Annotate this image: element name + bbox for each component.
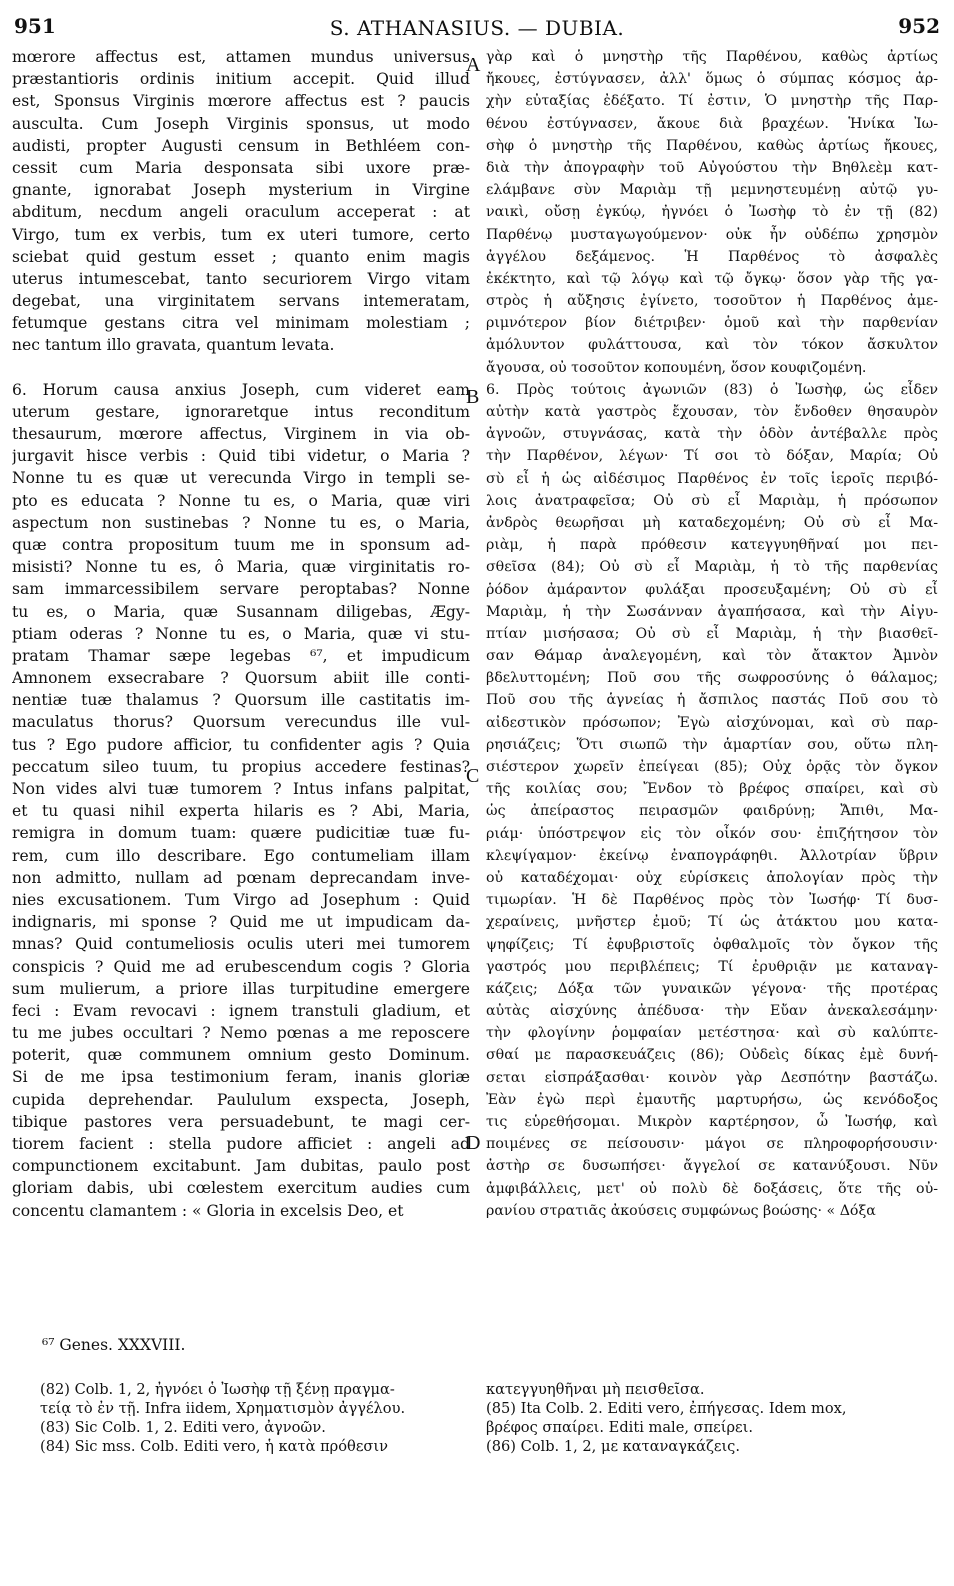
greek-line: ἀνδρὸς θεωρῆσαι μὴ καταδεχομένη; Οὐ σὺ εἶ Μα-	[486, 514, 938, 531]
page-number-left: 951	[14, 14, 56, 38]
latin-line: Si de me ipsa testimonium feram, inanis gloriæ	[12, 1068, 470, 1087]
latin-line: remigra in domum tuam: quære pudicitiæ tuæ fu-	[12, 824, 470, 843]
greek-line: ρανίου στρατιᾶς ἀκούσεις συμφώνως βοώσης· « Δόξα	[486, 1202, 876, 1219]
greek-line: αὐτὰς αἰσχύνης ἀπέδυσα· τὴν Εὔαν ἀνεκαλεσάμην·	[486, 1003, 938, 1020]
greek-line: ελάμβανε σὺν Μαριὰμ τῇ μεμνηστευμένῃ αὐτῷ γυ-	[486, 182, 938, 199]
latin-line: pratam Thamar sæpe legebas ⁶⁷, et impudicum	[12, 646, 470, 665]
latin-line: Virgo, tum ex verbis, tum ex uteri tumore, certo	[12, 225, 470, 244]
greek-line: ἀστὴρ σε δυσωπήσει· ἄγγελοί σε κατανύξουσι. Νῦν	[486, 1158, 938, 1175]
latin-line: mnas? Quid contumeliosis oculis uteri mei tumorem	[12, 935, 470, 954]
greek-line: ἀμφιβάλλεις, μετ' οὐ πολὺ δὲ δοξάσεις, ὅτε τῆς οὐ-	[486, 1180, 938, 1197]
footnote-line: (86) Colb. 1, 2, με καταναγκάζεις.	[486, 1438, 740, 1455]
latin-line: tibique pastores vera persuadebunt, te magi cer-	[12, 1112, 470, 1131]
greek-line: τιμωρίαν. Ἡ δὲ Παρθένος πρὸς τὸν Ἰωσήφ· Τί δυσ-	[486, 892, 938, 909]
greek-line: ποιμένες σε πείσουσιν· μάγοι σε πληροφορήσουσιν·	[486, 1136, 938, 1153]
greek-line: χεραίνεις, μνῆστερ ἐμοῦ; Τί ὡς ἀτάκτου μου κατα-	[486, 914, 938, 931]
latin-line: jurgavit hisce verbis : Quid tibi videtur, o Maria ?	[12, 447, 470, 466]
latin-line	[12, 357, 470, 379]
greek-line: κάζεις; Δόξα τῶν γυναικῶν γέγονα· τῆς προτέρας	[486, 980, 938, 997]
greek-line: σαν Θάμαρ ἀναλεγομένη, καὶ τὸν ἄτακτον Ἀμνὸν	[486, 648, 938, 665]
greek-line: σὴφ ὁ μνηστὴρ τῆς Παρθένου, καθὼς ἀρτίως ἤκουες,	[486, 137, 938, 154]
footnote-line: κατεγγυηθῆναι μὴ πεισθεῖσα.	[486, 1381, 705, 1398]
latin-line: conspicis ? Quid me ad erubescendum cogis ? Gloria	[12, 957, 470, 976]
latin-line: gloriam dabis, ubi cœlestem exercitum audies cum	[12, 1179, 470, 1198]
greek-line: σθαί με παρασκευάζεις (86); Οὐδεὶς δίκας ἐμὲ δυνή-	[486, 1047, 938, 1064]
latin-line: Non vides alvi tuæ tumorem ? Intus infans palpitat,	[12, 780, 470, 798]
latin-line: sciebat quid gestum esset ; quanto enim magis	[12, 247, 470, 266]
greek-line: ριάμ· ὑπόστρεψον εἰς τὸν οἶκόν σου· ἐπιζήτησον τὸν	[486, 825, 938, 842]
latin-line: tu me jubes occultari ? Nemo pœnas a me reposcere	[12, 1024, 470, 1043]
latin-column	[12, 46, 470, 1222]
greek-line: ριὰμ, ἡ παρὰ πρόθεσιν κατεγγυηθῆναί μοι πει-	[486, 537, 938, 554]
latin-line: thesaurum, mœrore affectus, Virginem in via ob-	[12, 425, 470, 443]
latin-line: non admitto, nullam ad pœnam deprecandam inve-	[12, 868, 470, 887]
greek-line: αὐτὴν κατὰ γαστρὸς ἔχουσαν, τὸν ἔνδοθεν θησαυρὸν	[486, 404, 938, 420]
greek-line: ἀγγέλου δεξάμενος. Ἡ Παρθένος τὸ ἀσφαλὲς	[486, 248, 938, 265]
footnote-67: ⁶⁷ Genes. XXXVIII.	[42, 1336, 186, 1354]
latin-line: feci : Evam revocavi : ignem transtuli gladium, et	[12, 1001, 470, 1020]
latin-line: mœrore affectus est, attamen mundus universus	[12, 48, 470, 66]
page-header	[14, 14, 940, 42]
page-number-right: 952	[898, 14, 940, 38]
latin-line: indignaris, mi sponse ? Quid me ut impudicam da-	[12, 913, 470, 932]
latin-line: pto es educata ? Nonne tu es, o Maria, quæ viri	[12, 491, 470, 510]
greek-line: ῥόδον ἀμάραντον φυλάξαι προσευξαμένη; Οὐ σὺ εἶ	[486, 581, 938, 598]
greek-line: γὰρ καὶ ὁ μνηστὴρ τῆς Παρθένου, καθὼς ἀρτίως	[486, 49, 938, 65]
latin-line: tus ? Ego pudore afficior, tu confidenter agis ? Quia	[12, 735, 470, 754]
greek-line: βδελυττομένη; Ποῦ σου τῆς σωφροσύνης ὁ θάλαμος;	[486, 670, 938, 687]
latin-line: et tu quasi nihil experta hilaris es ? Abi, Maria,	[12, 802, 470, 821]
latin-line: compunctionem excitabunt. Jam dubitas, paulo post	[12, 1157, 470, 1176]
latin-line: fetumque gestans citra vel minimam molestiam ;	[12, 314, 470, 333]
latin-line: uterum gestare, ignoraretque intus reconditum	[12, 402, 470, 421]
greek-line: ἀμόλυντον φυλάττουσα, καὶ τὸν τόκον ἄσκυλτον	[486, 337, 938, 354]
latin-line: sum mulierum, a priore illas turpitudine emergere	[12, 979, 470, 998]
latin-line: cupida deprehendar. Paululum exspecta, Joseph,	[12, 1090, 470, 1109]
latin-line: degebat, una virginitatem servans intemeratam,	[12, 292, 470, 311]
greek-line: ριμνότερον βίον διέτριβεν· ὁμοῦ καὶ τὴν παρθενίαν	[486, 315, 938, 332]
greek-line: ψηφίζεις; Τί ἐφυβριστοῖς ὀφθαλμοῖς τὸν ὄγκον τῆς	[486, 936, 938, 953]
greek-line: ἐκέκτητο, καὶ τῷ λόγῳ καὶ τῷ ὄγκῳ· ὅσον γὰρ τῆς γα-	[486, 270, 938, 287]
latin-line: maculatus thorus? Quorsum verecundus ille vul-	[12, 713, 470, 732]
latin-line: ausculta. Cum Joseph Virginis sponsus, ut modo	[12, 114, 470, 133]
margin-marker-a: A	[466, 54, 481, 76]
greek-line: διὰ τὴν ἀπογραφὴν τοῦ Αὐγούστου τὴν Βηθλεὲμ κατ-	[486, 159, 938, 176]
running-title: S. ATHANASIUS. — DUBIA.	[329, 16, 625, 40]
greek-line: σθεῖσα (84); Οὐ σὺ εἶ Μαριὰμ, ἡ τὸ τῆς παρθενίας	[486, 559, 938, 576]
latin-line: 6. Horum causa anxius Joseph, cum videret eam	[12, 380, 470, 399]
margin-marker-c: C	[466, 765, 480, 787]
latin-line: peccatum sileo tuum, tu propius accedere festinas?	[12, 757, 470, 776]
greek-line: σεται εἰσπράξασθαι· κοινὸν γὰρ Δεσπότην βαστάζω.	[486, 1069, 938, 1086]
notes-right	[486, 1380, 938, 1456]
greek-line: τὴν φλογίνην ῥομφαίαν μετέστησα· καὶ σὺ καλύπτε-	[486, 1025, 938, 1042]
latin-line: uterus intumescebat, tanto securiorem Virgo vitam	[12, 269, 470, 288]
greek-line: αἰδεστικὸν πρόσωπον; Ἐγὼ αἰσχύνομαι, καὶ σὺ παρ-	[486, 714, 938, 731]
greek-line: χὴν εὐταξίας ἐδέξατο. Τί ἐστιν, Ὁ μνηστὴρ τῆς Παρ-	[486, 93, 938, 110]
latin-line: quæ contra propositum tuum me in sponsum ad-	[12, 535, 470, 554]
footnote-line: (82) Colb. 1, 2, ἠγνόει ὁ Ἰωσὴφ τῇ ξένῃ πραγμα-	[40, 1381, 395, 1398]
greek-line: ὡς ἀπείραστος πειρασμῶν φαιδρύνῃ; Ἄπιθι, Μα-	[486, 803, 938, 820]
greek-line: τὴν Παρθένον, λέγων· Τί σοι τὸ δόξαν, Μαρία; Οὐ	[486, 448, 938, 465]
greek-column	[486, 46, 938, 1222]
greek-line: στρὸς ἡ αὔξησις ἐγίνετο, τοσοῦτον ἡ Παρθένος ἀμε-	[486, 293, 938, 310]
latin-line: rem, cum illo describare. Ego contumeliam illam	[12, 846, 470, 865]
latin-line: concentu clamantem : « Gloria in excelsis Deo, et	[12, 1201, 404, 1220]
greek-line: Ἐὰν ἐγὼ περὶ ἐμαυτῆς μαρτυρήσω, ὡς κενόδοξος	[486, 1091, 938, 1108]
latin-line: audisti, propter Augusti censum in Bethléem con-	[12, 136, 470, 155]
greek-line: σιέστερον χωρεῖν ἐπείγεαι (85); Οὐχ ὁρᾷς τὸν ὄγκον	[486, 759, 938, 775]
greek-line: οὐ καταδέχομαι· οὐχ εὑρίσκεις ἀπολογίαν πρὸς τὴν	[486, 869, 938, 886]
greek-line: 6. Πρὸς τούτοις ἀγωνιῶν (83) ὁ Ἰωσὴφ, ὡς εἶδεν	[486, 381, 938, 398]
margin-marker-b: B	[466, 386, 480, 408]
latin-line: gnante, ignorabat Joseph mysterium in Virgine	[12, 181, 470, 200]
latin-line: aspectum non sustinebas ? Nonne tu es, o Maria,	[12, 513, 470, 532]
latin-line: misisti? Nonne tu es, ô Maria, quæ virginitatis ro-	[12, 558, 470, 577]
latin-line: sam immarcessibilem servare peroptabas? Nonne	[12, 580, 470, 599]
greek-line: λοις ἀνατραφεῖσα; Οὐ σὺ εἶ Μαριὰμ, ἡ πρόσωπον	[486, 492, 938, 509]
greek-line: θένου ἐστύγνασεν, ἄκουε διὰ βραχέων. Ἡνίκα Ἰω-	[486, 115, 938, 132]
latin-line: est, Sponsus Virginis mœrore affectus est ? paucis	[12, 92, 470, 111]
footnote-line: (84) Sic mss. Colb. Editi vero, ἡ κατὰ πρόθεσιν	[40, 1438, 388, 1455]
greek-line: Ποῦ σου τῆς ἁγνείας ἡ ἄσπιλος παστάς Ποῦ σου τὸ	[486, 692, 938, 709]
greek-line: ἤκουες, ἐστύγνασεν, ἀλλ' ὅμως ὁ σύμπας κόσμος ἀρ-	[486, 71, 938, 88]
greek-line: ἄγουσα, οὐ τοσοῦτον κοπουμένη, ὅσον κουφιζομένη.	[486, 359, 867, 376]
latin-line: tu es, o Maria, quæ Susannam diligebas, Ægy-	[12, 602, 470, 621]
greek-line: τις εὑρεθήσομαι. Μικρὸν καρτέρησον, ὦ Ἰωσήφ, καὶ	[486, 1114, 938, 1130]
latin-line: abditum, necdum angeli oraculum acceperat : at	[12, 203, 470, 222]
footnote-line: (83) Sic Colb. 1, 2. Editi vero, ἀγνοῶν.	[40, 1419, 326, 1436]
latin-line: nec tantum illo gravata, quantum levata.	[12, 336, 335, 355]
latin-line: ptiam oderas ? Nonne tu es, o Maria, quæ vi stu-	[12, 624, 470, 643]
footnote-line: τείᾳ τὸ ἐν τῇ. Infra iidem, Χρηματισμὸν ἀγγέλου.	[40, 1400, 406, 1417]
latin-line: Nonne tu es quæ ut verecunda Virgo in templi se-	[12, 469, 470, 488]
greek-line: ἀγνοῶν, στυγνάσας, κατὰ τὴν ὁδὸν ἀντέβαλλε πρὸς	[486, 426, 938, 443]
footnote-line: (85) Ita Colb. 2. Editi vero, ἐπήγεσας. Idem mox,	[486, 1400, 847, 1417]
greek-line: πτίαν μισήσασα; Οὐ σὺ εἶ Μαριὰμ, ἡ τὴν βιασθεῖ-	[486, 625, 938, 642]
greek-line: σὺ εἶ ἡ ὡς αἰδέσιμος Παρθένος ἐν τοῖς ἱεροῖς περιβό-	[486, 470, 938, 487]
notes-left	[40, 1380, 460, 1456]
latin-line: Amnonem exsecrabare ? Quorsum abiit ille conti-	[12, 669, 470, 688]
greek-line: ρησιάζεις; Ὅτι σιωπῶ τὴν ἁμαρτίαν σου, οὕτω πλη-	[486, 736, 938, 753]
greek-line: Μαριὰμ, ἡ τὴν Σωσάνναν ἀγαπήσασα, καὶ τὴν Αἰγυ-	[486, 603, 938, 620]
latin-line: nies excusationem. Tum Virgo ad Josephum : Quid	[12, 890, 470, 909]
greek-line: γαστρός μου περιβλέπεις; Τί ἐρυθριᾷν με καταναγ-	[486, 958, 938, 975]
margin-marker-d: D	[466, 1132, 481, 1154]
latin-line: præstantioris ordinis initium accepit. Quid illud	[12, 70, 470, 89]
latin-line: nentiæ tuæ thalamus ? Quorsum ille castitatis im-	[12, 691, 470, 710]
greek-line: κλεψίγαμον· ἐκείνῳ ἐναπογράφηθι. Ἀλλοτρίαν ὕβριν	[486, 847, 938, 864]
greek-line: Παρθένῳ μυσταγωγούμενον· οὐκ ἦν οὐδέπω χρησμὸν	[486, 226, 938, 243]
latin-line: poterit, quæ communem omnium gesto Dominum.	[12, 1046, 470, 1065]
footnote-line: βρέφος σπαίρει. Editi male, σπείρει.	[486, 1419, 753, 1436]
greek-line: τῆς κοιλίας σου; Ἔνδον τὸ βρέφος σπαίρει, καὶ σὺ	[486, 781, 938, 798]
latin-line: tiorem facient : stella pudore afficiet : angeli ad	[12, 1135, 470, 1153]
greek-line: ναικὶ, οὔσῃ ἐγκύῳ, ἠγνόει ὁ Ἰωσὴφ τὸ ἐν τῇ (82)	[486, 204, 938, 221]
latin-line: cessit cum Maria desponsata sibi uxore præ-	[12, 158, 470, 177]
